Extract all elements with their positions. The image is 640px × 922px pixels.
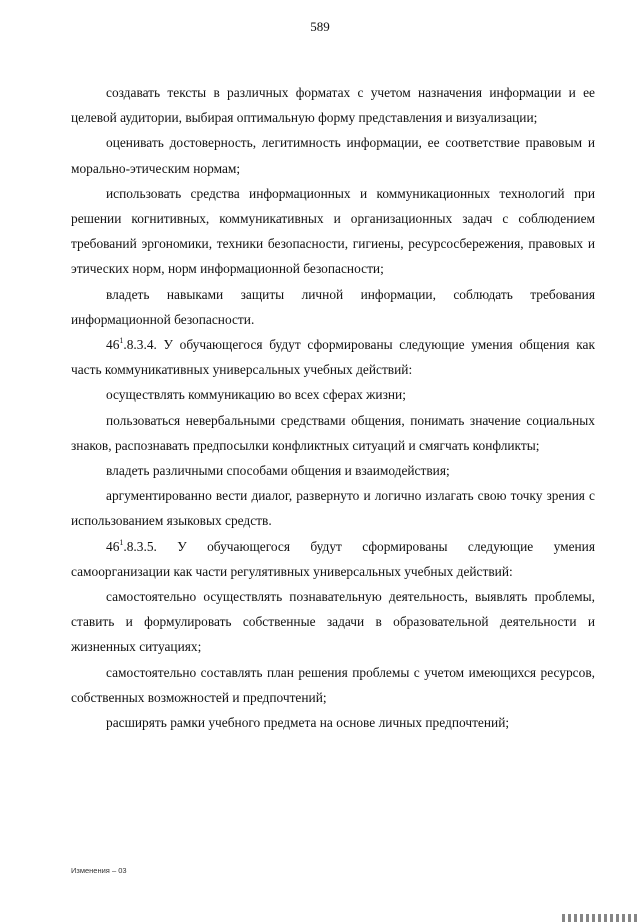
paragraph-1: создавать тексты в различных форматах с учетом назначения информации и ее целевой аудитории, выбирая оптимальную форму представления и визуализации; <box>71 85 595 126</box>
paragraph-12: самостоятельно составлять план решения проблемы с учетом имеющихся ресурсов, собственных возможностей и предпочтений; <box>71 664 595 705</box>
paragraph-4: владеть навыками защиты личной информации, соблюдать требования информационной безопасности. <box>71 286 595 327</box>
paragraph-3: использовать средства информационных и коммуникационных технологий при решении когнитивных, коммуникативных и организационных задач с соблюдением требований эргономики, техники безопасности, гигиены, ресурсосбережения, правовых и этических норм, норм информационной безопасности; <box>71 185 595 277</box>
paragraph-2: оценивать достоверность, легитимность информации, ее соответствие правовым и морально-этическим нормам; <box>71 135 595 176</box>
paragraph-6: осуществлять коммуникацию во всех сферах жизни; <box>106 387 406 403</box>
section-text: .8.3.4. У обучающегося будут сформированы следующие умения общения как часть коммуникативных универсальных учебных действий: <box>71 337 595 378</box>
paragraph-section-46-1-8-3-4 <box>71 332 595 382</box>
paragraph-9: аргументированно вести диалог, развернуто и логично излагать свою точку зрения с использованием языковых средств. <box>71 488 595 529</box>
paragraph-section-46-1-8-3-5 <box>71 534 595 584</box>
document-body <box>71 80 595 735</box>
scan-edge-mark <box>562 914 640 922</box>
paragraph-13: расширять рамки учебного предмета на основе личных предпочтений; <box>106 715 510 731</box>
footer-revision-note: Изменения – 03 <box>71 866 127 875</box>
section-superscript: 1 <box>119 537 124 547</box>
page-number: 589 <box>310 19 330 34</box>
section-prefix: 46 <box>106 337 120 353</box>
paragraph-11: самостоятельно осуществлять познавательную деятельность, выявлять проблемы, ставить и формулировать собственные задачи в образовательной деятельности и жизненных ситуациях; <box>71 589 595 655</box>
section-text: .8.3.5. У обучающегося будут сформированы следующие умения самоорганизации как части регулятивных универсальных учебных действий: <box>71 538 595 579</box>
section-prefix: 46 <box>106 538 120 554</box>
paragraph-7: пользоваться невербальными средствами общения, понимать значение социальных знаков, распознавать предпосылки конфликтных ситуаций и смягчать конфликты; <box>71 412 595 453</box>
section-superscript: 1 <box>119 336 124 346</box>
paragraph-8: владеть различными способами общения и взаимодействия; <box>106 463 450 479</box>
